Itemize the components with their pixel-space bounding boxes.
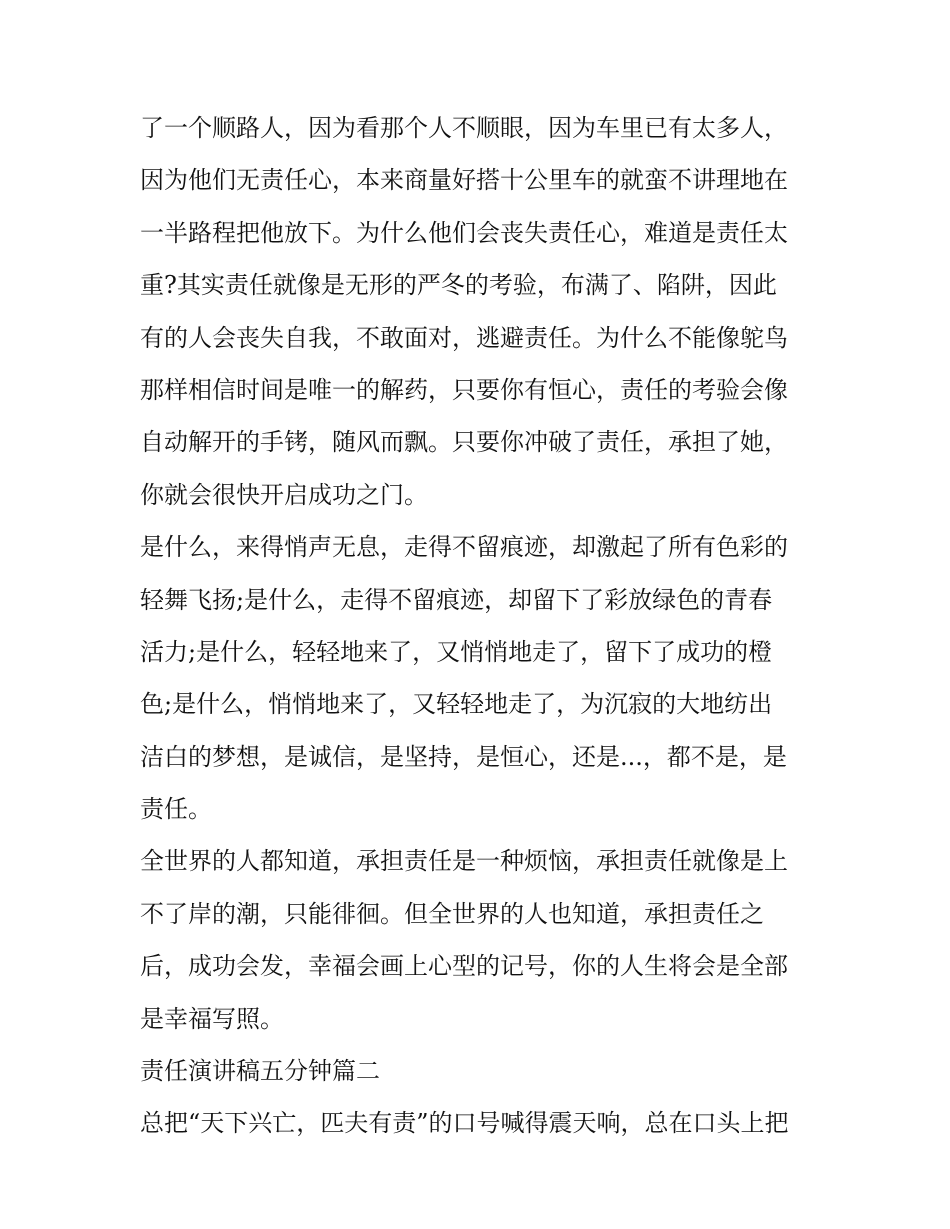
text-line: 一半路程把他放下。为什么他们会丧失责任心，难道是责任太 bbox=[140, 218, 788, 247]
text-line: 重?其实责任就像是无形的严冬的考验，布满了、陷阱，因此 bbox=[140, 271, 777, 300]
text-line: 是幸福写照。 bbox=[140, 1004, 284, 1033]
text-line: 总把“天下兴亡，匹夫有责”的口号喊得震天响，总在口头上把 bbox=[140, 1109, 789, 1138]
text-line: 色;是什么，悄悄地来了，又轻轻地走了，为沉寂的大地纺出 bbox=[140, 690, 773, 719]
text-line: 后，成功会发，幸福会画上心型的记号，你的人生将会是全部 bbox=[140, 952, 788, 981]
text-line: 不了岸的潮，只能徘徊。但全世界的人也知道，承担责任之 bbox=[140, 899, 764, 928]
text-line: 有的人会丧失自我，不敢面对，逃避责任。为什么不能像鸵鸟 bbox=[140, 323, 788, 352]
text-line: 责任。 bbox=[140, 795, 212, 824]
text-line: 洁白的梦想，是诚信，是坚持，是恒心，还是...，都不是，是 bbox=[140, 742, 787, 771]
text-line: 自动解开的手铐，随风而飘。只要你冲破了责任，承担了她， bbox=[140, 428, 788, 457]
text-line: 是什么，来得悄声无息，走得不留痕迹，却激起了所有色彩的 bbox=[140, 533, 788, 562]
text-line: 了一个顺路人，因为看那个人不顺眼，因为车里已有太多人， bbox=[140, 114, 788, 142]
text-line: 你就会很快开启成功之门。 bbox=[140, 480, 428, 509]
text-line: 轻舞飞扬;是什么，走得不留痕迹，却留下了彩放绿色的青春 bbox=[140, 585, 773, 614]
text-line: 全世界的人都知道，承担责任是一种烦恼，承担责任就像是上 bbox=[140, 847, 788, 876]
text-line: 因为他们无责任心，本来商量好搭十公里车的就蛮不讲理地在 bbox=[140, 166, 788, 195]
text-line: 活力;是什么，轻轻地来了，又悄悄地走了，留下了成功的橙 bbox=[140, 637, 773, 666]
document-body bbox=[140, 102, 812, 1150]
section-heading: 责任演讲稿五分钟篇二 bbox=[140, 1057, 380, 1086]
text-line: 那样相信时间是唯一的解药，只要你有恒心，责任的考验会像 bbox=[140, 375, 788, 404]
